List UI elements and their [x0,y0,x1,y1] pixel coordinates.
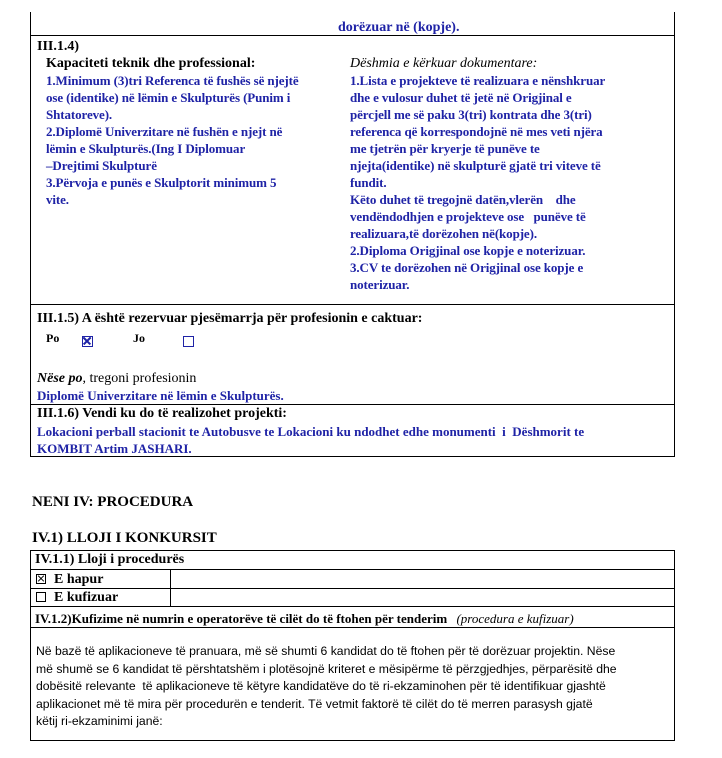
capacity-line: Shtatoreve). [46,107,113,122]
table-bottom [30,740,675,741]
paragraph-line: Në bazë të aplikacioneve të pranuara, më së shumti 6 kandidat do të ftohen për të dorëzuar projektin. Nëse [36,644,616,658]
procedure-type-title: IV.1.1) Lloji i procedurës [35,552,185,567]
table-row-4 [30,627,675,628]
capacity-line: 3.Përvoja e punës e Skulptorit minimum 5 [46,175,277,190]
table-row-2 [30,588,675,589]
top-continuation-text: dorëzuar në (kopje). [338,20,460,35]
capacity-line: 2.Diplomë Univerzitare në fushën e njejt në [46,124,283,139]
paragraph-line: këtij ri-ekzaminimi janë: [36,714,163,728]
location-line: Lokacioni perball stacionit te Autobusve te Lokacioni ku ndodhet edhe monumenti i Dëshmorit te [37,424,585,439]
po-option[interactable] [46,330,59,346]
evidence-line: Këto duhet të tregojnë datën,vlerën dhe [350,192,576,207]
evidence-line: fundit. [350,175,387,190]
capacity-title: Kapaciteti teknik dhe professional: [46,56,256,71]
restricted-procedure-checkbox[interactable] [36,592,46,602]
evidence-requirements [350,72,670,293]
jo-checkbox[interactable] [183,336,194,347]
capacity-line: –Drejtimi Skulpturë [46,158,157,173]
location-line: KOMBIT Artim JASHARI. [37,441,192,456]
limits-paragraph [36,643,670,731]
neni-iv-heading: NENI IV: PROCEDURA [32,494,194,510]
limits-title-line [35,610,574,627]
frame-right [674,12,675,457]
reserved-participation-title: III.1.5) A është rezervuar pjesëmarrja për profesionin e caktuar: [37,311,423,326]
limits-title-note: (procedura e kufizuar) [456,611,574,626]
capacity-line: lëmin e Skulpturës.(Ing I Diplomuar [46,141,246,156]
jo-option[interactable] [133,330,145,346]
table-row-1 [30,569,675,570]
evidence-title: Dëshmia e kërkuar dokumentare: [350,56,538,71]
open-procedure-option[interactable] [36,571,103,588]
evidence-line: përcjell me së paku 3(tri) kontrata dhe 3(tri) [350,107,592,122]
table-right [674,550,675,741]
table-row-3 [30,606,675,607]
iv1-heading: IV.1) LLOJI I KONKURSIT [32,530,217,546]
open-procedure-label: E hapur [54,572,104,587]
capacity-line: vite. [46,192,69,207]
paragraph-line: aplikacionet më të mira për procedurën e tenderit. Të vetmit faktorë të cilët do të merren parasysh gjatë [36,696,593,711]
frame-left [30,12,31,457]
evidence-line: noterizuar. [350,277,410,292]
tregoni-label: , tregoni profesionin [82,371,197,386]
divider-1 [30,35,675,36]
profession-answer: Diplomë Univerzitare në lëmin e Skulpturës. [37,388,284,403]
evidence-line: referenca që korrespondojnë në mes veti njëra [350,124,603,139]
project-location-text [37,423,673,457]
restricted-procedure-option[interactable] [36,589,118,606]
evidence-line: realizuara,të dorëzohen në(kopje). [350,226,537,241]
open-procedure-checkbox[interactable] [36,574,46,584]
po-label: Po [46,331,60,345]
evidence-line: vendëndodhjen e projekteve ose punëve të [350,209,586,224]
evidence-line: me tjetrën për kryerje të punëve te [350,141,540,156]
evidence-line: dhe e vulosur duhet të jetë në Origjinal e [350,90,572,105]
capacity-requirements [46,72,336,208]
divider-2 [30,304,675,305]
nese-po-line [37,370,196,387]
paragraph-line: më shumë se 6 kandidat të përshtatshëm i plotësojnë kriteret e mësipërme të përzgjedhjes, përparësitë dhe [36,661,617,676]
table-left [30,550,31,741]
paragraph-line: dobësitë relevante të aplikacioneve të këtyre kandidatëve do të ri-ekzaminohen për të identifikuar gjashtë [36,679,606,693]
restricted-procedure-label: E kufizuar [54,590,119,605]
po-checkbox[interactable] [82,336,93,347]
section-id-3-1-4: III.1.4) [37,39,80,54]
evidence-line: 3.CV te dorëzohen në Origjinal ose kopje e [350,260,584,275]
evidence-line: 2.Diploma Origjinal ose kopje e noterizuar. [350,243,586,258]
jo-label: Jo [133,331,145,345]
evidence-line: njejta(identike) në skulpturë gjatë tri viteve të [350,158,601,173]
limits-title: IV.1.2)Kufizime në numrin e operatorëve të cilët do të ftohen për tenderim [35,611,448,626]
capacity-line: ose (identike) në lëmin e Skulpturës (Punim i [46,90,291,105]
nese-po-label: Nëse po [37,371,83,386]
capacity-line: 1.Minimum (3)tri Referenca të fushës së njejtë [46,73,299,88]
project-location-title: III.1.6) Vendi ku do të realizohet projekti: [37,406,287,421]
evidence-line: 1.Lista e projekteve të realizuara e nënshkruar [350,73,606,88]
